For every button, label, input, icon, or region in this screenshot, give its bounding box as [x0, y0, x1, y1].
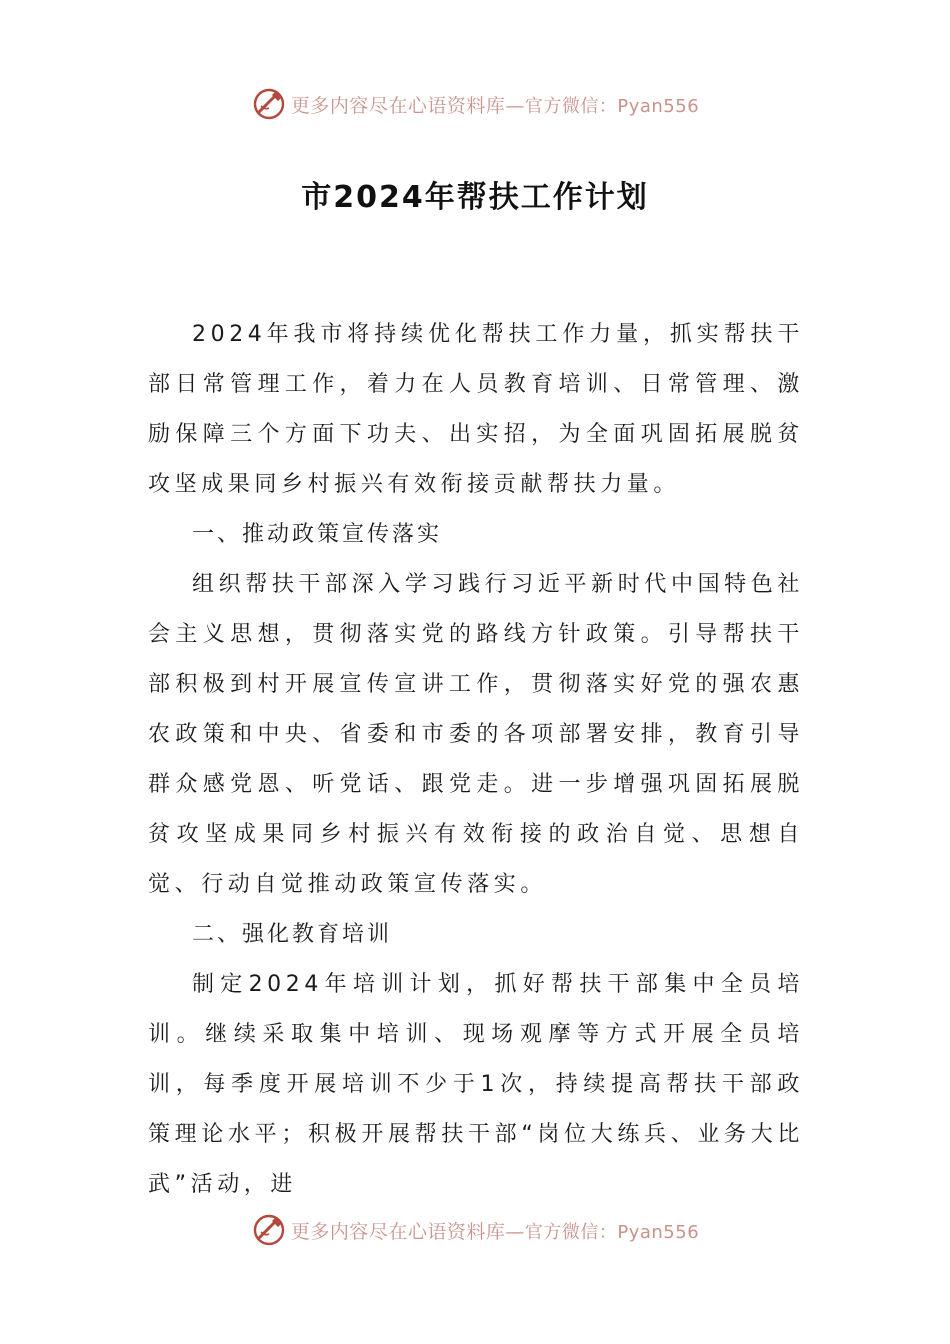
- watermark-text: 更多内容尽在心语资料库—官方微信：Pyan556: [290, 94, 700, 117]
- logo-icon: [251, 86, 287, 122]
- document-title: 市2024年帮扶工作计划: [301, 180, 649, 215]
- watermark-header: [0, 84, 950, 124]
- paragraph-section-2: 制定2024年培训计划，抓好帮扶干部集中全员培训。继续采取集中培训、现场观摩等方式开展全员培训，每季度开展培训不少于1次，持续提高帮扶干部政策理论水平；积极开展帮扶干部“岗位大练兵、业务大比武”活动，进: [148, 972, 804, 1197]
- watermark-text: 更多内容尽在心语资料库—官方微信：Pyan556: [290, 1220, 700, 1243]
- document-body: [148, 310, 804, 1210]
- logo-icon: [251, 1212, 287, 1248]
- section-heading-2: 二、强化教育培训: [192, 922, 393, 947]
- paragraph-intro: 2024年我市将持续优化帮扶工作力量，抓实帮扶干部日常管理工作，着力在人员教育培训、日常管理、激励保障三个方面下功夫、出实招，为全面巩固拓展脱贫攻坚成果同乡村振兴有效衔接贡献帮扶力量。: [148, 322, 804, 497]
- section-heading-1: 一、推动政策宣传落实: [192, 522, 443, 547]
- watermark-footer: [0, 1210, 950, 1250]
- paragraph-section-1: 组织帮扶干部深入学习践行习近平新时代中国特色社会主义思想，贯彻落实党的路线方针政策。引导帮扶干部积极到村开展宣传宣讲工作，贯彻落实好党的强农惠农政策和中央、省委和市委的各项部署安排，教育引导群众感党恩、听党话、跟党走。进一步增强巩固拓展脱贫攻坚成果同乡村振兴有效衔接的政治自觉、思想自觉、行动自觉推动政策宣传落实。: [148, 572, 804, 897]
